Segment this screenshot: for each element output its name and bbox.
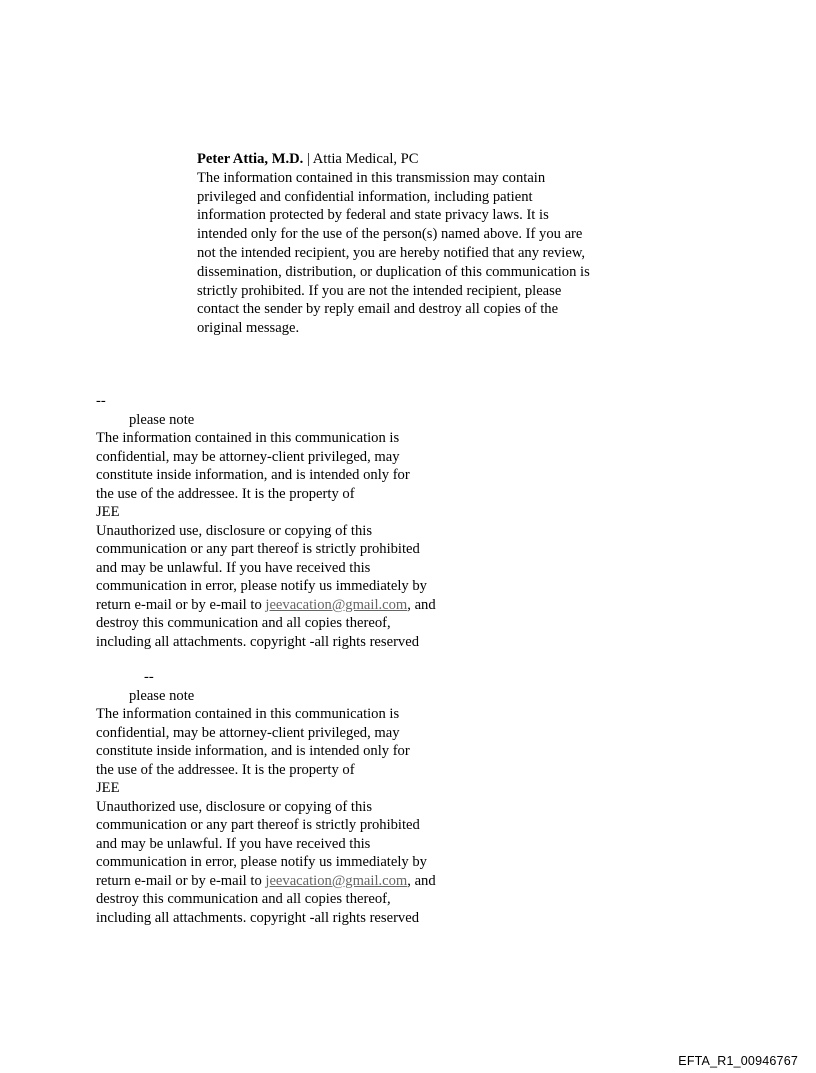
footer-line: confidential, may be attorney-client privileged, may [96, 448, 400, 465]
footer-note-heading: please note [129, 411, 195, 428]
document-id: EFTA_R1_00946767 [678, 1054, 798, 1068]
disclaimer-line: intended only for the use of the person(s) named above. If you are [197, 226, 583, 243]
footer-line: JEE [96, 504, 120, 520]
footer-line: constitute inside information, and is intended only for [96, 743, 410, 759]
footer-email-line [96, 596, 476, 615]
disclaimer-line: information protected by federal and state privacy laws. It is [197, 207, 549, 224]
footer-line: constitute inside information, and is intended only for [96, 467, 410, 483]
footer-line: communication or any part thereof is strictly prohibited [96, 817, 420, 833]
footer-line: destroy this communication and all copies thereof, [96, 615, 391, 631]
footer-line: The information contained in this communication is [96, 430, 400, 446]
signature-block [197, 150, 627, 338]
footer-email-suffix: , and [407, 596, 436, 613]
confidentiality-footer [96, 668, 476, 927]
footer-line: Unauthorized use, disclosure or copying of this [96, 798, 373, 815]
footer-line: and may be unlawful. If you have received this [96, 835, 371, 852]
footer-dash: -- [96, 393, 106, 409]
disclaimer-line: strictly prohibited. If you are not the intended recipient, please [197, 282, 562, 299]
email-link[interactable]: jeevacation@gmail.com [265, 596, 408, 613]
disclaimer-line: The information contained in this transmission may contain [197, 169, 546, 186]
footer-line: including all attachments. copyright -all rights reserved [96, 633, 419, 650]
footer-line: destroy this communication and all copies thereof, [96, 891, 391, 907]
signature-header-line [197, 150, 627, 169]
footer-line: confidential, may be attorney-client privileged, may [96, 724, 400, 741]
footer-email-line [96, 872, 476, 891]
footer-email-prefix: return e-mail or by e-mail to [96, 596, 266, 613]
footer-line: the use of the addressee. It is the property of [96, 761, 355, 778]
footer-line: and may be unlawful. If you have received this [96, 559, 371, 576]
footer-dash: -- [144, 669, 154, 685]
disclaimer-line: original message. [197, 320, 300, 337]
footer-note-heading: please note [129, 687, 195, 704]
signature-organization: | Attia Medical, PC [303, 151, 419, 167]
footer-line: communication in error, please notify us immediately by [96, 854, 427, 870]
footer-line: including all attachments. copyright -all rights reserved [96, 909, 419, 926]
footer-email-prefix: return e-mail or by e-mail to [96, 872, 266, 889]
disclaimer-line: privileged and confidential information, including patient [197, 188, 533, 205]
footer-line: JEE [96, 780, 120, 796]
footer-line: Unauthorized use, disclosure or copying of this [96, 522, 373, 539]
disclaimer-line: dissemination, distribution, or duplication of this communication is [197, 263, 590, 280]
footer-line: communication or any part thereof is strictly prohibited [96, 541, 420, 557]
footer-line: The information contained in this communication is [96, 706, 400, 722]
confidentiality-footer [96, 392, 476, 651]
footer-line: communication in error, please notify us immediately by [96, 578, 427, 594]
disclaimer-line: contact the sender by reply email and destroy all copies of the [197, 301, 559, 318]
disclaimer-line: not the intended recipient, you are hereby notified that any review, [197, 244, 586, 261]
email-link[interactable]: jeevacation@gmail.com [265, 872, 408, 889]
signature-name: Peter Attia, M.D. [197, 151, 304, 167]
footer-email-suffix: , and [407, 872, 436, 889]
footer-line: the use of the addressee. It is the property of [96, 485, 355, 502]
